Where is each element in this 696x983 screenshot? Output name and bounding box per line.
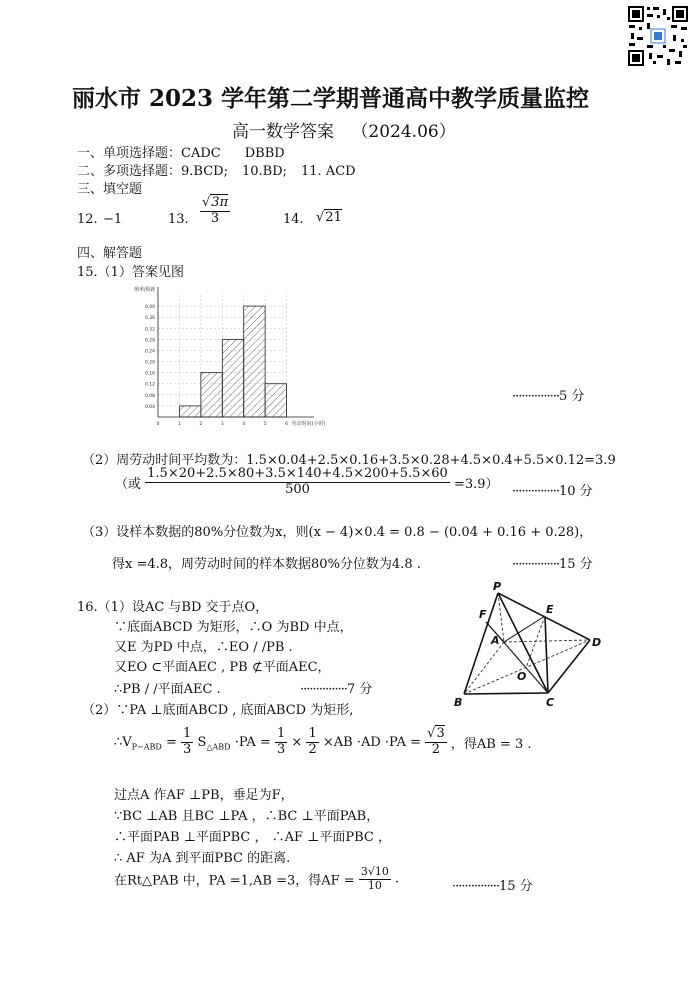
q16-volume-equation [114,727,532,758]
q13-number: 13. [168,212,189,227]
edge-bc [464,693,548,694]
eq-frac-1-den: 3 [183,741,192,757]
histogram-bar [265,384,286,417]
score-value: 10 分 [559,484,593,499]
section-1-label: 一、单项选择题： [77,146,182,161]
line12-pre: 在Rt△PAB 中，PA =1,AB =3，得AF = [114,873,355,889]
label-b: B [454,696,463,709]
edge-ec [545,616,548,693]
q15-score-3 [512,553,593,572]
score-dots: ··············· [512,557,559,572]
histogram-bar [179,406,200,417]
eq-frac-2-num: 1 [276,726,286,741]
eq-product: ×AB ·AD ·PA = [322,734,422,750]
q14-answer: √21 [316,210,342,225]
section-1-answer-b: DBBD [244,146,285,161]
alt-denominator: 500 [285,481,310,497]
q16-line8: 过点A 作AF ⊥PB，垂足为F， [114,788,294,803]
q15-part3-line2: 得x =4.8，周劳动时间的样本数据80%分位数为4.8 . [112,557,421,572]
eq-frac-1-num: 1 [183,726,192,741]
q16-line2: ∵底面ABCD 为矩形，∴O 为BD 中点， [114,620,353,635]
pyramid-figure [450,580,610,710]
q15-score-2 [512,480,593,499]
label-c: C [546,696,555,709]
label-d: D [592,636,602,649]
section-1-single-choice [77,142,285,161]
q16-score-1 [300,678,372,697]
y-tick-label: 0.24 [144,349,155,355]
section-2-label: 二、多项选择题： [77,164,182,179]
q12-number: 12. [77,212,98,227]
q16-line12 [114,866,399,892]
section-2-multi-choice [77,160,356,179]
q16-line5: ∴PB / /平面AEC . [114,682,221,697]
alt-close: =3.9） [453,476,499,492]
eq-frac-1 [181,727,193,758]
q15-part1: 15.（1）答案见图 [77,265,184,280]
score-value: 15 分 [499,879,533,894]
section-3-label: 三、填空题 [77,182,143,197]
histogram-bar [244,306,265,417]
eq-frac-3-num: 1 [308,726,317,741]
q16-line6: （2）∵PA ⊥底面ABCD , 底面ABCD 为矩形, [82,703,354,718]
label-a: A [491,634,500,647]
x-axis-label: 劳动时间(小时) [291,421,326,427]
q13-denominator: 3 [210,210,220,226]
q16-line4: 又EO ⊂平面AEC , PB ⊄平面AEC， [114,660,331,675]
x-tick-label: 5 [263,422,267,427]
q15-score-1 [512,385,584,404]
section-4-label: 四、解答题 [77,246,143,261]
y-tick-label: 0.04 [144,404,155,410]
qr-code [627,5,689,67]
q13-fraction: $\frac{√3\pi}{3}$ [202,195,229,226]
x-tick-label: 2 [199,422,203,427]
q16-line3: 又E 为PD 中点，∴EO / /PB . [114,640,293,655]
section-1-answer-a: CADC [181,146,221,161]
score-value: 5 分 [559,389,585,404]
q11-answer: 11. ACD [301,164,356,179]
edge-ad [504,640,590,642]
y-tick-label: 0.08 [144,393,155,399]
page-title: 丽水市 2023 学年第二学期普通高中教学质量监控 [72,85,590,112]
y-axis-label: 频率/组距 [134,287,156,293]
score-dots: ··············· [300,682,347,697]
y-tick-label: 0.36 [144,316,155,322]
y-tick-label: 0.20 [144,360,155,366]
edge-ea [504,616,545,642]
histogram-bar [222,339,243,417]
q16-score-2 [452,875,533,894]
y-tick-label: 0.16 [144,371,155,377]
eq-pa: ·PA = [234,734,271,750]
q15-part2-expression: 1.5×0.04+2.5×0.16+3.5×0.28+4.5×0.4+5.5×0.12=3.9 [246,453,616,468]
af-numerator: 3√10 [360,865,389,878]
q15-part3-line1: （3）设样本数据的80%分位数为x，则(x − 4)×0.4 = 0.8 − (0.04 + 0.16 + 0.28)， [82,525,593,540]
eq-result: ，得AB = 3 . [450,736,532,752]
eq-s: S [197,734,207,750]
q15-part2-alt [115,467,499,498]
eq-frac-3-den: 2 [308,741,317,757]
q14-radicand: 21 [325,210,342,225]
eq-frac-2 [275,727,287,758]
y-tick-label: 0.28 [144,338,155,344]
label-o: O [517,670,527,683]
q15-part2-label: （2）周劳动时间平均数为： [82,453,247,468]
eq-frac-3 [306,727,318,758]
x-tick-label: 0 [156,422,160,427]
label-e: E [546,603,554,616]
score-dots: ··············· [512,484,559,499]
af-denominator: 10 [367,878,382,892]
x-tick-label: 6 [285,422,289,427]
y-tick-label: 0.32 [144,327,155,333]
eq-s-sub: △ABD [206,742,231,752]
eq-times: × [291,734,303,750]
line12-post: . [394,871,400,887]
x-tick-label: 4 [242,422,246,427]
q13-answer [200,196,230,227]
alt-numerator: 1.5×20+2.5×80+3.5×140+4.5×200+5.5×60 [147,466,448,481]
eq-v-sub: P−ABD [131,742,162,752]
subtitle-date: （2024.06） [351,122,456,142]
subtitle-text: 高一数学答案 [232,122,334,142]
eq-frac-2-den: 3 [276,741,286,757]
histogram-chart [130,283,330,433]
page-subtitle [232,117,456,142]
score-dots: ··············· [512,389,559,404]
score-value: 15 分 [559,557,593,572]
label-f: F [479,608,487,621]
q16-line1: 16.（1）设AC 与BD 交于点O， [77,600,269,615]
eq-frac-4-num: 3 [436,726,445,741]
q10-answer: 10.BD; [241,164,287,179]
eq-v: ∴V [114,734,132,750]
label-p: P [493,580,502,593]
edge-bd [464,640,590,694]
y-tick-label: 0.40 [144,305,155,311]
alt-fraction [145,467,450,498]
eq-frac-4-den: 2 [431,741,441,757]
histogram-bar [201,373,222,417]
x-tick-label: 3 [220,422,224,427]
eq-frac-4: $\frac{√3}{2}$ [427,726,445,757]
x-tick-label: 1 [177,422,181,427]
eq-eq: = [165,734,177,750]
edge-cd [548,640,590,693]
q16-line11: ∴ AF 为A 到平面PBC 的距离. [114,851,291,866]
q13-numerator: 3π [211,195,229,210]
q9-answer: 9.BCD; [181,164,228,179]
q12-answer: −1 [103,212,123,227]
score-dots: ··············· [452,879,499,894]
y-tick-label: 0.12 [144,382,155,388]
af-fraction [359,866,391,892]
score-value: 7 分 [347,682,373,697]
q14-number: 14. [283,212,304,227]
edge-ab [464,642,504,694]
q16-line9: ∵BC ⊥AB 且BC ⊥PA ，∴BC ⊥平面PAB， [114,809,380,824]
alt-open: （或 [115,476,142,492]
q16-line10: ∴平面PAB ⊥平面PBC ， ∴AF ⊥平面PBC ， [114,830,391,845]
